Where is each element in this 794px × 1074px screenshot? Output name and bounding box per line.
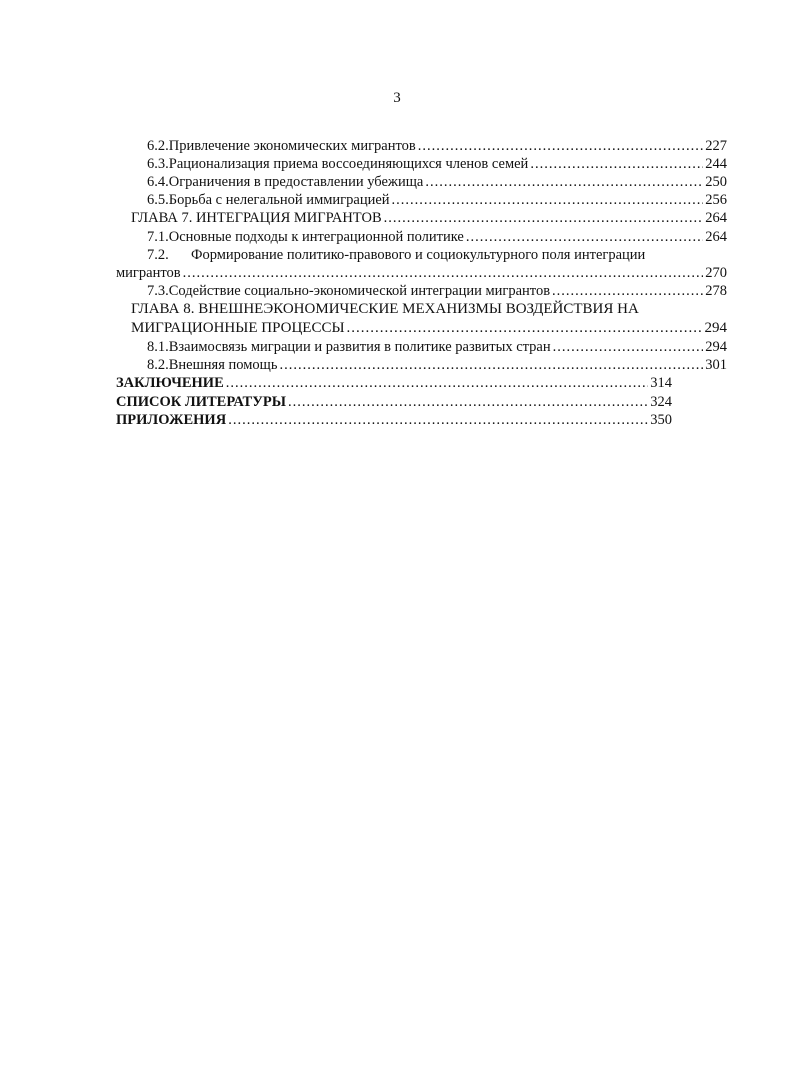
toc-leader-dots [530,155,703,173]
toc-entry-6-5[interactable] [147,191,727,209]
toc-entry-6-2[interactable] [147,137,727,155]
toc-chapter-8-line1[interactable] [131,300,639,318]
toc-entry-page: 314 [650,375,672,391]
toc-entry-number: 6.2. [147,138,169,154]
toc-entry-page: 270 [705,265,727,281]
toc-entry-title: Ограничения в предоставлении убежища [168,174,424,190]
toc-references[interactable] [116,393,672,411]
toc-entry-page: 350 [650,412,672,428]
toc-entry-number: 6.4. [147,174,169,190]
toc-leader-dots [228,411,648,429]
toc-entry-title: Взаимосвязь миграции и развития в политике развитых стран [168,339,551,355]
toc-entry-8-1[interactable] [147,338,727,356]
toc-chapter-8-line2[interactable] [131,319,727,337]
toc-leader-dots [279,356,703,374]
toc-entry-title: Внешняя помощь [168,357,278,373]
toc-entry-page: 278 [705,283,727,299]
toc-entry-number: 7.2. [147,247,169,263]
toc-entry-page: 244 [705,156,727,172]
toc-entry-page: 227 [705,138,727,154]
toc-entry-7-2-line1[interactable] [147,246,645,264]
toc-entry-page: 324 [650,394,672,410]
toc-entry-page: 301 [705,357,727,373]
toc-entry-page: 294 [705,339,727,355]
toc-leader-dots [425,173,703,191]
toc-entry-6-3[interactable] [147,155,727,173]
toc-entry-page: 294 [704,320,727,336]
toc-leader-dots [466,228,703,246]
toc-entry-page: 256 [705,192,727,208]
toc-conclusion[interactable] [116,374,672,392]
toc-section-title: СПИСОК ЛИТЕРАТУРЫ [116,394,286,410]
toc-chapter-title-continued: МИГРАЦИОННЫЕ ПРОЦЕССЫ [131,320,345,336]
toc-entry-page: 264 [705,210,727,226]
toc-entry-title: Привлечение экономических мигрантов [168,138,416,154]
toc-entry-title: Основные подходы к интеграционной политике [168,229,464,245]
toc-entry-title: Содействие социально-экономической интеграции мигрантов [168,283,551,299]
toc-chapter-7[interactable] [131,209,727,227]
toc-entry-title: Формирование политико-правового и социокультурного поля интеграции [191,247,646,263]
toc-entry-page: 250 [705,174,727,190]
page-number: 3 [393,90,401,106]
toc-leader-dots [392,191,704,209]
toc-chapter-title: ГЛАВА 7. ИНТЕГРАЦИЯ МИГРАНТОВ [131,210,382,226]
toc-chapter-title: ГЛАВА 8. ВНЕШНЕЭКОНОМИЧЕСКИЕ МЕХАНИЗМЫ ВОЗДЕЙСТВИЯ НА [131,301,639,317]
toc-leader-dots [288,393,648,411]
toc-entry-6-4[interactable] [147,173,727,191]
toc-appendices[interactable] [116,411,672,429]
toc-entry-number: 7.1. [147,229,169,245]
toc-leader-dots [418,137,704,155]
toc-entry-title: Борьба с нелегальной иммиграцией [168,192,390,208]
toc-entry-8-2[interactable] [147,356,727,374]
toc-entry-7-3[interactable] [147,282,727,300]
toc-entry-7-1[interactable] [147,228,727,246]
toc-leader-dots [384,209,704,227]
toc-entry-number: 8.1. [147,339,169,355]
toc-entry-number: 8.2. [147,357,169,373]
toc-leader-dots [226,374,648,392]
toc-leader-dots [552,282,703,300]
toc-leader-dots [347,319,703,337]
toc-entry-7-2-line2[interactable] [116,264,727,282]
toc-section-title: ЗАКЛЮЧЕНИЕ [116,375,224,391]
toc-entry-page: 264 [705,229,727,245]
toc-leader-dots [183,264,704,282]
toc-leader-dots [553,338,704,356]
toc-entry-title: Рационализация приема воссоединяющихся членов семей [168,156,529,172]
toc-entry-number: 6.3. [147,156,169,172]
toc-entry-title-continued: мигрантов [116,265,181,281]
toc-entry-number: 6.5. [147,192,169,208]
toc-section-title: ПРИЛОЖЕНИЯ [116,412,227,428]
toc-entry-number: 7.3. [147,283,169,299]
